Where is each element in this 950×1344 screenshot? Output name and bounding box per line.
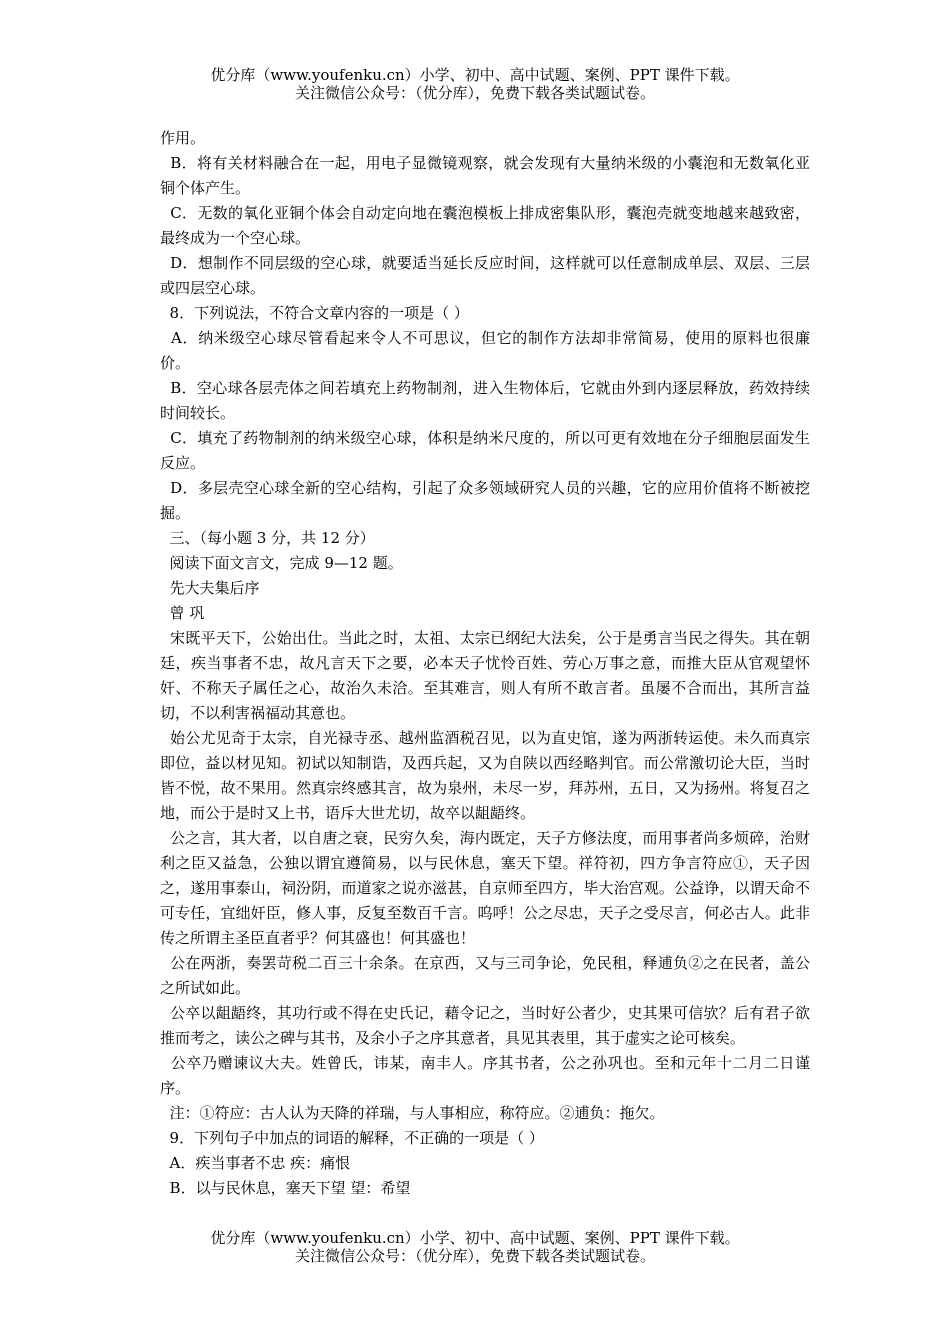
footer-line-1: 优分库（www.youfenku.cn）小学、初中、高中试题、案例、PPT 课件下载。 [210, 1229, 740, 1247]
paragraph: 先大夫集后序 [160, 579, 260, 597]
document-body [160, 126, 810, 1201]
header-line-2: 关注微信公众号：（优分库），免费下载各类试题试卷。 [294, 84, 655, 102]
paragraph: 作用。 [160, 129, 206, 147]
paragraph: B．空心球各层壳体之间若填充上药物制剂，进入生物体后，它就由外到内逐层释放，药效持续时间较长。 [160, 379, 810, 422]
paragraph: C．填充了药物制剂的纳米级空心球，体积是纳米尺度的，所以可更有效地在分子细胞层面发生反应。 [160, 429, 810, 472]
paragraph: 宋既平天下，公始出仕。当此之时，太祖、太宗已纲纪大法矣，公于是勇言当民之得失。其在朝廷，疾当事者不忠，故凡言天下之要，必本天子忧怜百姓、劳心万事之意，而推大臣从官观望怀奸、不称天子属任之心，故治久未洽。至其难言，则人有所不敢言者。虽屡不合而出，其所言益切，不以利害祸福动其意也。 [160, 629, 810, 722]
paragraph: A．疾当事者不忠 疾：痛恨 [160, 1154, 351, 1172]
paragraph: D．想制作不同层级的空心球，就要适当延长反应时间，这样就可以任意制成单层、双层、三层或四层空心球。 [160, 254, 811, 297]
paragraph: 9．下列句子中加点的词语的解释，不正确的一项是（ ） [160, 1129, 544, 1147]
paragraph: 8．下列说法，不符合文章内容的一项是（ ） [160, 304, 469, 322]
page-header [0, 66, 950, 102]
paragraph: C．无数的氧化亚铜个体会自动定向地在囊泡模板上排成密集队形，囊泡壳就变地越来越致密，最终成为一个空心球。 [160, 204, 810, 247]
paragraph: 公卒乃赠谏议大夫。姓曾氏，讳某，南丰人。序其书者，公之孙巩也。至和元年十二月二日谨序。 [160, 1054, 810, 1097]
paragraph: 公在两浙，奏罢苛税二百三十余条。在京西，又与三司争论，免民租，释逋负②之在民者，盖公之所试如此。 [160, 954, 810, 997]
paragraph: 阅读下面文言文，完成 9—12 题。 [160, 554, 403, 572]
header-line-1: 优分库（www.youfenku.cn）小学、初中、高中试题、案例、PPT 课件下载。 [210, 66, 740, 84]
paragraph: 曾 巩 [160, 604, 205, 622]
paragraph: B．以与民休息，塞天下望 望：希望 [160, 1179, 411, 1197]
footer-line-2: 关注微信公众号：（优分库），免费下载各类试题试卷。 [294, 1247, 655, 1265]
paragraph: 公卒以龃龉终，其功行或不得在史氏记，藉令记之，当时好公者少，史其果可信欤？后有君子欲推而考之，读公之碑与其书，及余小子之序其意者，具见其表里，其于虚实之论可核矣。 [160, 1004, 810, 1047]
paragraph: 公之言，其大者，以自唐之衰，民穷久矣，海内既定，天子方修法度，而用事者尚多烦碎，治财利之臣又益急，公独以谓宜遵简易，以与民休息，塞天下望。祥符初，四方争言符应①，天子因之，遂用事泰山，祠汾阴，而道家之说亦滋甚，自京师至四方，毕大治宫观。公益诤，以谓天命不可专任，宜绌奸臣，修人事，反复至数百千言。呜呼！公之尽忠，天子之受尽言，何必古人。此非传之所谓主圣臣直者乎？何其盛也！何其盛也！ [160, 829, 810, 947]
paragraph: 注：①符应：古人认为天降的祥瑞，与人事相应，称符应。②逋负：拖欠。 [160, 1104, 665, 1122]
paragraph: 三、（每小题 3 分，共 12 分） [160, 529, 375, 547]
paragraph: B．将有关材料融合在一起，用电子显微镜观察，就会发现有大量纳米级的小囊泡和无数氧化亚铜个体产生。 [160, 154, 810, 197]
paragraph: A．纳米级空心球尽管看起来令人不可思议，但它的制作方法却非常简易，使用的原料也很廉价。 [160, 329, 810, 372]
page-footer [0, 1229, 950, 1265]
paragraph: 始公尤见奇于太宗，自光禄寺丞、越州监酒税召见，以为直史馆，遂为两浙转运使。未久而真宗即位，益以材见知。初试以知制诰，及西兵起，又为自陕以西经略判官。而公常激切论大臣，当时皆不悦，故不果用。然真宗终感其言，故为泉州，未尽一岁，拜苏州，五日，又为扬州。将复召之地，而公于是时又上书，语斥大世尤切，故卒以龃龉终。 [160, 729, 810, 822]
paragraph: D．多层壳空心球全新的空心结构，引起了众多领域研究人员的兴趣，它的应用价值将不断被挖掘。 [160, 479, 811, 522]
